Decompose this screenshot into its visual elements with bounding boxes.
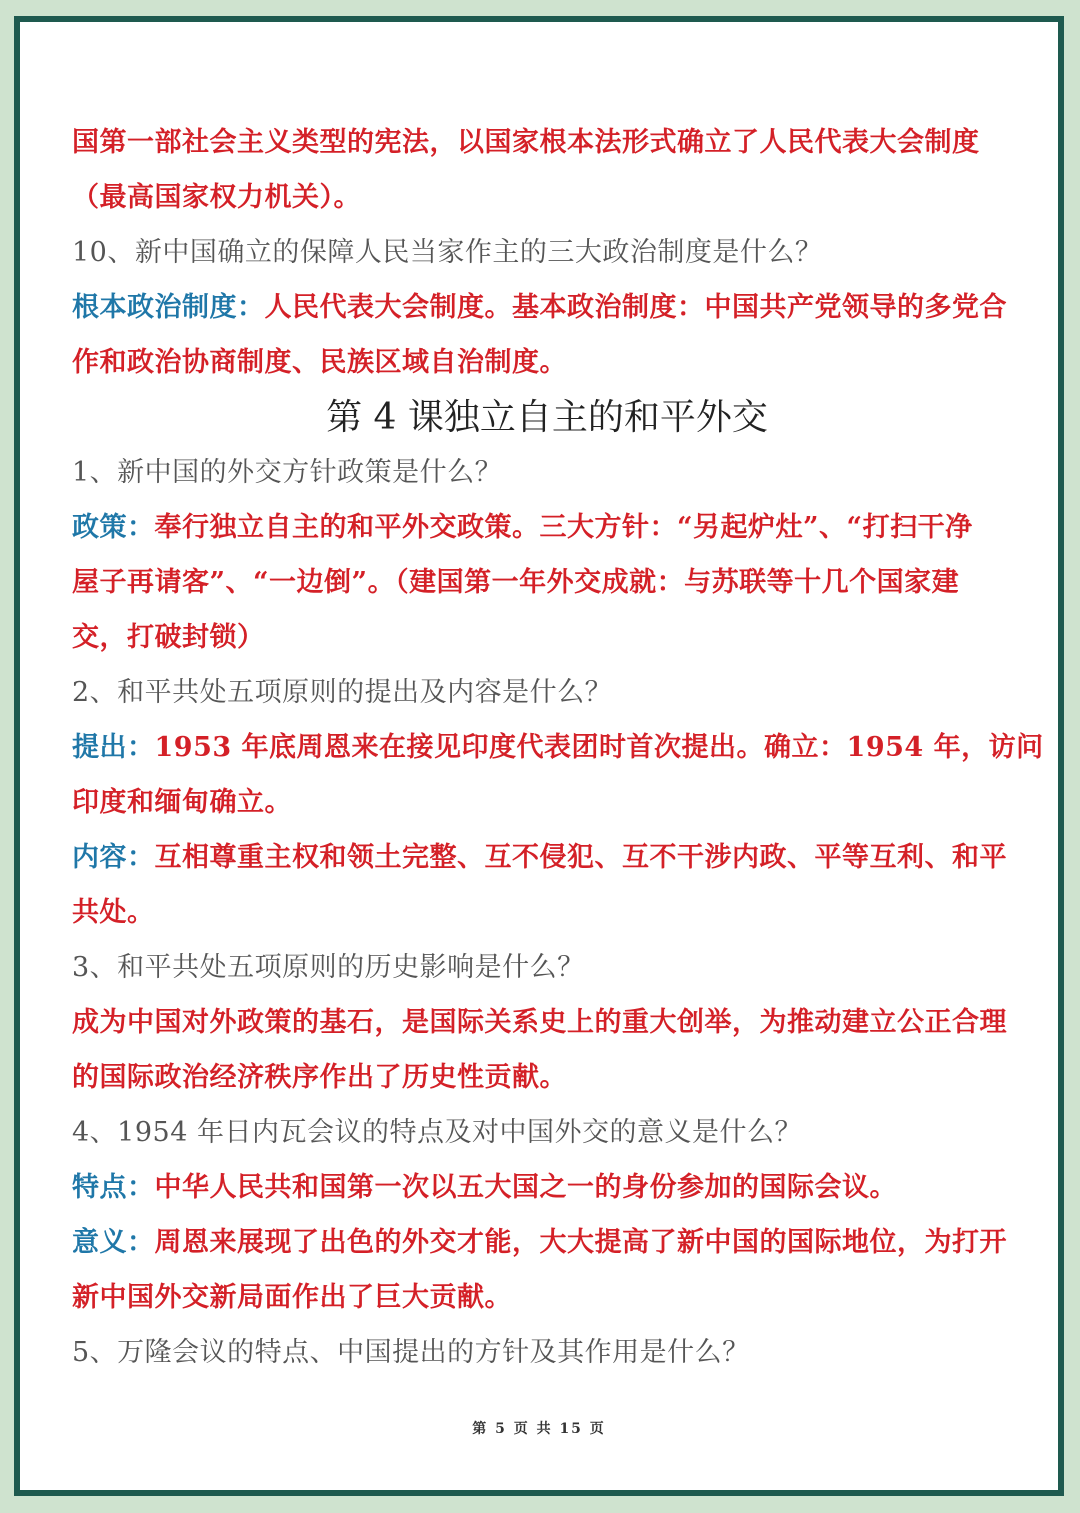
answer-line [72, 830, 1022, 885]
answer-text: 奉行独立自主的和平外交政策。三大方针：“另起炉灶”、“打扫干净 [154, 512, 973, 543]
answer-line [72, 720, 1044, 775]
answer-label: 内容： [72, 842, 155, 873]
answer-line: 印度和缅甸确立。 [72, 787, 292, 818]
answer-line: 屋子再请客”、“一边倒”。（建国第一年外交成就：与苏联等十几个国家建 [72, 567, 960, 598]
section-title: 第 4 课独立自主的和平外交 [326, 397, 768, 438]
answer-line [72, 500, 1022, 555]
question-3: 3、和平共处五项原则的历史影响是什么？ [72, 952, 585, 983]
question-2: 2、和平共处五项原则的提出及内容是什么？ [72, 677, 613, 708]
question-5: 5、万隆会议的特点、中国提出的方针及其作用是什么？ [72, 1337, 750, 1368]
page-footer: 第 5 页 共 15 页 [472, 1421, 606, 1437]
answer-line [72, 1160, 1022, 1215]
answer-line: 的国际政治经济秩序作出了历史性贡献。 [72, 1062, 567, 1093]
page-frame [14, 16, 1064, 1496]
answer-line: 国第一部社会主义类型的宪法，以国家根本法形式确立了人民代表大会制度 [72, 127, 980, 158]
question-10: 10、新中国确立的保障人民当家作主的三大政治制度是什么？ [72, 237, 823, 268]
answer-label: 意义： [72, 1227, 155, 1258]
answer-label: 提出： [72, 732, 155, 763]
answer-line [72, 280, 1022, 335]
answer-text: 人民代表大会制度。基本政治制度：中国共产党领导的多党合 [264, 292, 1007, 323]
answer-line: 共处。 [72, 897, 155, 928]
answer-text: 互相尊重主权和领土完整、互不侵犯、互不干涉内政、平等互利、和平 [154, 842, 1007, 873]
answer-label: 根本政治制度： [72, 292, 265, 323]
document-body [72, 115, 1044, 1380]
question-1: 1、新中国的外交方针政策是什么？ [72, 457, 503, 488]
answer-line: 作和政治协商制度、民族区域自治制度。 [72, 347, 567, 378]
answer-line: 成为中国对外政策的基石，是国际关系史上的重大创举，为推动建立公正合理 [72, 1007, 1007, 1038]
answer-label: 政策： [72, 512, 155, 543]
answer-line: 交，打破封锁） [72, 622, 265, 653]
question-4: 4、1954 年日内瓦会议的特点及对中国外交的意义是什么？ [72, 1117, 802, 1148]
answer-line: 新中国外交新局面作出了巨大贡献。 [72, 1282, 512, 1313]
answer-line [72, 1215, 1022, 1270]
answer-text: 周恩来展现了出色的外交才能，大大提高了新中国的国际地位，为打开 [154, 1227, 1007, 1258]
answer-line: （最高国家权力机关）。 [72, 182, 361, 213]
answer-text: 中华人民共和国第一次以五大国之一的身份参加的国际会议。 [154, 1172, 897, 1203]
answer-label: 特点： [72, 1172, 155, 1203]
answer-text: 1953 年底周恩来在接见印度代表团时首次提出。确立：1954 年，访问 [154, 732, 1044, 763]
